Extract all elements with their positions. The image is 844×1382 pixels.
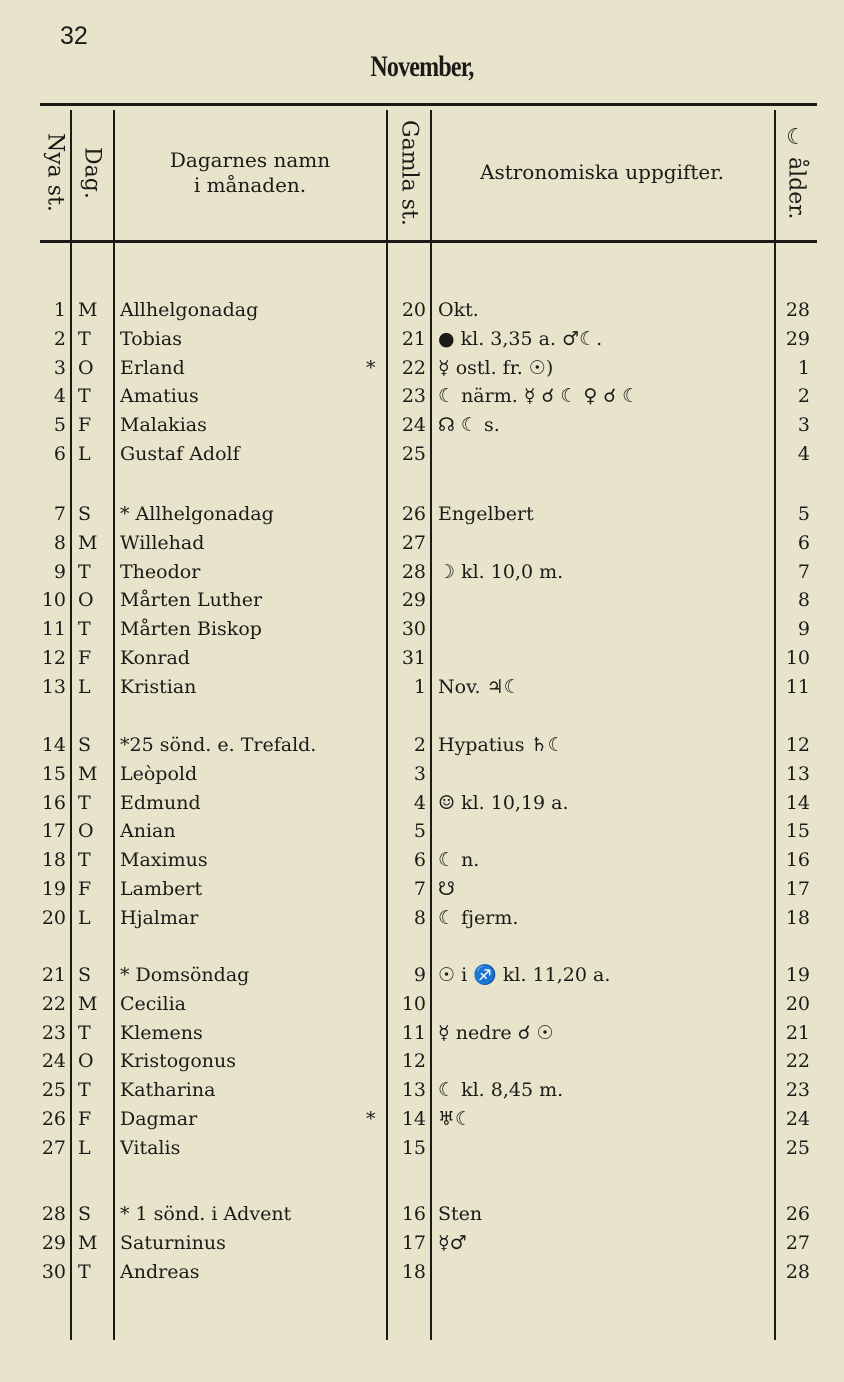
day-name: Klemens: [120, 1021, 203, 1044]
weekday: L: [78, 1136, 91, 1159]
new-style-date: 5: [53, 414, 66, 437]
new-style-date: 6: [53, 443, 66, 465]
moon-age: 14: [785, 791, 810, 814]
day-name: Mårten Luther: [120, 589, 263, 612]
old-style-date: 4: [413, 791, 426, 814]
old-style-date: 28: [401, 560, 426, 583]
astronomy-note: Sten: [438, 1203, 483, 1225]
old-style-date: 24: [401, 414, 426, 437]
moon-age: 9: [797, 618, 810, 641]
moon-age: 27: [785, 1231, 810, 1254]
day-name: * Domsöndag: [120, 964, 250, 986]
day-name: Maximus: [120, 849, 208, 872]
table-row: [0, 382, 844, 410]
astronomy-note: ☋: [438, 878, 455, 900]
weekday: M: [78, 299, 98, 321]
new-style-date: 27: [41, 1136, 66, 1159]
moon-age: 16: [785, 849, 810, 872]
weekday: T: [78, 560, 91, 583]
weekday: O: [78, 820, 94, 843]
weekday: L: [78, 443, 91, 465]
new-style-date: 15: [41, 762, 66, 785]
day-name: Anian: [120, 820, 176, 843]
moon-age: 21: [785, 1021, 810, 1044]
table-row: [0, 296, 844, 324]
table-row: [0, 760, 844, 788]
day-name: Cecilia: [120, 992, 186, 1015]
day-name: Katharina: [120, 1079, 216, 1102]
new-style-date: 23: [41, 1021, 66, 1044]
day-name: Tobias: [120, 327, 182, 350]
table-row: [0, 1047, 844, 1075]
new-style-date: 8: [53, 531, 66, 554]
day-name: Hjalmar: [120, 906, 199, 929]
astronomy-note: ☺ kl. 10,19 a.: [438, 791, 569, 814]
moon-age: 11: [785, 675, 810, 698]
table-row: [0, 529, 844, 557]
day-name: Andreas: [120, 1260, 200, 1283]
astronomy-note: ☾ n.: [438, 849, 480, 872]
table-row: [0, 1134, 844, 1162]
weekday: L: [78, 675, 91, 698]
header-names-line2: i månaden.: [193, 172, 307, 197]
old-style-date: 20: [401, 299, 426, 321]
day-name: Saturninus: [120, 1231, 226, 1254]
new-style-date: 20: [41, 906, 66, 929]
moon-age: 6: [797, 531, 810, 554]
day-name: Kristogonus: [120, 1050, 237, 1073]
asterisk-mark: *: [366, 356, 376, 379]
moon-age: 17: [785, 878, 810, 900]
old-style-date: 3: [413, 762, 426, 785]
astronomy-note: Nov. ♃☾: [438, 675, 521, 698]
header-new-style: Nya st.: [42, 133, 68, 212]
astronomy-note: ☾ kl. 8,45 m.: [438, 1079, 564, 1102]
table-row: [0, 1200, 844, 1228]
weekday: O: [78, 1050, 94, 1073]
astronomy-note: ☊ ☾ s.: [438, 414, 500, 437]
astronomy-note: ☾ närm. ☿ ☌ ☾ ♀ ☌ ☾: [438, 385, 640, 408]
weekday: S: [78, 503, 92, 525]
old-style-date: 2: [413, 734, 426, 756]
moon-age: 24: [785, 1108, 810, 1130]
moon-age: 28: [785, 299, 810, 321]
old-style-date: 9: [413, 964, 426, 986]
table-row: [0, 440, 844, 468]
day-name: Mårten Biskop: [120, 618, 262, 641]
weekday: T: [78, 1079, 91, 1102]
old-style-date: 14: [401, 1108, 426, 1130]
new-style-date: 4: [53, 385, 66, 408]
old-style-date: 10: [401, 992, 426, 1015]
astronomy-note: ☉ i ♐ kl. 11,20 a.: [438, 964, 611, 986]
new-style-date: 16: [41, 791, 66, 814]
day-name: Leòpold: [120, 762, 198, 785]
moon-age: 18: [785, 906, 810, 929]
weekday: T: [78, 849, 91, 872]
moon-age: 8: [797, 589, 810, 612]
table-row: [0, 875, 844, 903]
weekday: T: [78, 1260, 91, 1283]
weekday: T: [78, 327, 91, 350]
old-style-date: 6: [413, 849, 426, 872]
header-names-line1: Dagarnes namn: [169, 147, 331, 172]
table-row: [0, 1229, 844, 1257]
header-day: Dag.: [79, 146, 105, 199]
weekday: F: [78, 647, 92, 669]
weekday: O: [78, 589, 94, 612]
weekday: T: [78, 618, 91, 641]
moon-age: 26: [785, 1203, 810, 1225]
page-number: 32: [60, 22, 88, 50]
table-row: [0, 1258, 844, 1286]
new-style-date: 18: [41, 849, 66, 872]
astronomy-note: Okt.: [438, 299, 479, 321]
new-style-date: 17: [41, 820, 66, 843]
table-row: [0, 990, 844, 1018]
moon-age: 23: [785, 1079, 810, 1102]
day-name: Amatius: [120, 385, 199, 408]
astronomy-note: ☽ kl. 10,0 m.: [438, 560, 564, 583]
old-style-date: 8: [413, 906, 426, 929]
new-style-date: 14: [41, 734, 66, 756]
day-name: * 1 sönd. i Advent: [120, 1203, 292, 1225]
new-style-date: 13: [41, 675, 66, 698]
weekday: T: [78, 385, 91, 408]
top-rule: [40, 103, 817, 106]
weekday: M: [78, 531, 98, 554]
table-row: [0, 558, 844, 586]
new-style-date: 29: [41, 1231, 66, 1254]
table-row: [0, 586, 844, 614]
day-name: *25 sönd. e. Trefald.: [120, 734, 317, 756]
astronomy-note: Hypatius ♄☾: [438, 734, 565, 756]
old-style-date: 31: [401, 647, 426, 669]
table-row: [0, 411, 844, 439]
old-style-date: 21: [401, 327, 426, 350]
weekday: F: [78, 414, 92, 437]
table-row: [0, 846, 844, 874]
old-style-date: 16: [401, 1203, 426, 1225]
weekday: T: [78, 791, 91, 814]
header-rule: [40, 240, 817, 243]
new-style-date: 3: [53, 356, 66, 379]
weekday: S: [78, 1203, 92, 1225]
day-name: Malakias: [120, 414, 207, 437]
table-row: [0, 817, 844, 845]
day-name: Gustaf Adolf: [120, 443, 240, 465]
weekday: L: [78, 906, 91, 929]
moon-age: 7: [797, 560, 810, 583]
moon-age: 25: [785, 1136, 810, 1159]
table-row: [0, 673, 844, 701]
old-style-date: 5: [413, 820, 426, 843]
table-row: [0, 789, 844, 817]
old-style-date: 25: [401, 443, 426, 465]
new-style-date: 7: [53, 503, 66, 525]
old-style-date: 27: [401, 531, 426, 554]
table-row: [0, 1076, 844, 1104]
day-name: Erland: [120, 356, 185, 379]
weekday: F: [78, 878, 92, 900]
table-row: [0, 1105, 844, 1133]
new-style-date: 30: [41, 1260, 66, 1283]
table-row: [0, 644, 844, 672]
day-name: Allhelgonadag: [120, 299, 259, 321]
old-style-date: 23: [401, 385, 426, 408]
day-name: Theodor: [120, 560, 201, 583]
weekday: S: [78, 964, 92, 986]
new-style-date: 1: [53, 299, 66, 321]
astronomy-note: ☿♂: [438, 1231, 467, 1254]
weekday: M: [78, 762, 98, 785]
moon-age: 4: [797, 443, 810, 465]
old-style-date: 30: [401, 618, 426, 641]
header-old-style: Gamla st.: [396, 119, 422, 226]
astronomy-note: ☿ ostl. fr. ☉): [438, 356, 554, 379]
weekday: T: [78, 1021, 91, 1044]
old-style-date: 13: [401, 1079, 426, 1102]
weekday: O: [78, 356, 94, 379]
weekday: F: [78, 1108, 92, 1130]
table-row: [0, 961, 844, 989]
astronomy-note: Engelbert: [438, 503, 534, 525]
astronomy-note: ☿ nedre ☌ ☉: [438, 1021, 554, 1044]
moon-age: 22: [785, 1050, 810, 1073]
moon-age: 13: [785, 762, 810, 785]
astronomy-note: ● kl. 3,35 a. ♂☾.: [438, 327, 603, 350]
new-style-date: 21: [41, 964, 66, 986]
old-style-date: 22: [401, 356, 426, 379]
table-row: [0, 354, 844, 382]
old-style-date: 11: [401, 1021, 426, 1044]
header-moon-age: ☾ ålder.: [783, 125, 809, 220]
moon-age: 29: [785, 327, 810, 350]
old-style-date: 15: [401, 1136, 426, 1159]
old-style-date: 26: [401, 503, 426, 525]
table-row: [0, 615, 844, 643]
new-style-date: 19: [41, 878, 66, 900]
table-row: [0, 1019, 844, 1047]
table-row: [0, 904, 844, 932]
old-style-date: 1: [413, 675, 426, 698]
new-style-date: 25: [41, 1079, 66, 1102]
header-names: [115, 110, 385, 235]
new-style-date: 28: [41, 1203, 66, 1225]
moon-age: 12: [785, 734, 810, 756]
month-title: November,: [370, 50, 474, 83]
moon-age: 10: [785, 647, 810, 669]
moon-age: 20: [785, 992, 810, 1015]
day-name: Edmund: [120, 791, 201, 814]
old-style-date: 18: [401, 1260, 426, 1283]
new-style-date: 12: [41, 647, 66, 669]
day-name: Vitalis: [120, 1136, 181, 1159]
moon-age: 2: [797, 385, 810, 408]
new-style-date: 22: [41, 992, 66, 1015]
new-style-date: 10: [41, 589, 66, 612]
astronomy-note: ♅☾: [438, 1108, 473, 1130]
new-style-date: 2: [53, 327, 66, 350]
table-row: [0, 325, 844, 353]
new-style-date: 26: [41, 1108, 66, 1130]
new-style-date: 9: [53, 560, 66, 583]
day-name: Willehad: [120, 531, 205, 554]
day-name: Kristian: [120, 675, 197, 698]
old-style-date: 29: [401, 589, 426, 612]
asterisk-mark: *: [366, 1108, 376, 1130]
old-style-date: 12: [401, 1050, 426, 1073]
weekday: M: [78, 992, 98, 1015]
day-name: Konrad: [120, 647, 190, 669]
old-style-date: 17: [401, 1231, 426, 1254]
weekday: M: [78, 1231, 98, 1254]
new-style-date: 11: [41, 618, 66, 641]
new-style-date: 24: [41, 1050, 66, 1073]
moon-age: 5: [797, 503, 810, 525]
moon-age: 3: [797, 414, 810, 437]
day-name: * Allhelgonadag: [120, 503, 274, 525]
day-name: Dagmar: [120, 1108, 198, 1130]
header-astronomy: Astronomiska uppgifter.: [480, 160, 724, 184]
moon-age: 15: [785, 820, 810, 843]
weekday: S: [78, 734, 92, 756]
day-name: Lambert: [120, 878, 203, 900]
table-row: [0, 731, 844, 759]
table-row: [0, 500, 844, 528]
moon-age: 28: [785, 1260, 810, 1283]
old-style-date: 7: [413, 878, 426, 900]
moon-age: 19: [785, 964, 810, 986]
moon-age: 1: [797, 356, 810, 379]
astronomy-note: ☾ fjerm.: [438, 906, 519, 929]
